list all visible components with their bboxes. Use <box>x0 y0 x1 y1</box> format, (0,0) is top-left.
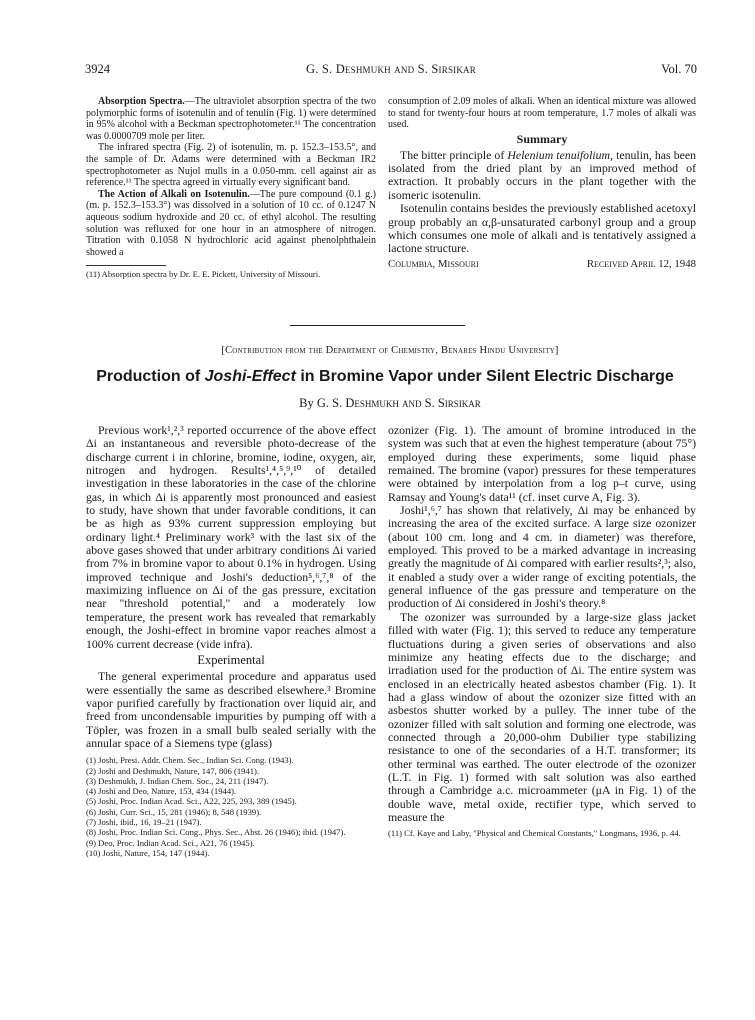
article-left-column <box>86 424 376 858</box>
page-number: 3924 <box>85 62 110 76</box>
title-italic: Joshi-Effect <box>204 368 296 385</box>
title-end: in Bromine Vapor under Silent Electric Discharge <box>295 368 674 385</box>
intro-paragraph: Previous work¹,²,³ reported occurrence of the above effect Δi an instantaneous and reversible photo-decrease of the discharge current i in chlorine, bromine, iodine, oxygen, air, nitrogen and hydrogen. Results¹,⁴,⁵,⁹,¹⁰ of detailed investigation in these laboratories in the case of the chlorine gas, in which Δi is apparently most pronounced and easiest to study, have shown that under favorable conditions, it can be as high as 93% current suppression employing but ordinary light.⁴ Preliminary work³ with the last six of the above gases showed that under arbitrary conditions Δi varied from 7% in bromine vapor to about 0.1% in hydrogen. Using improved technique and Joshi's deduction⁵,⁶,⁷,⁸ of the maximizing influence on Δi of the gas pressure, excitation near "threshold potential," and a moderately low temperature, the present work has revealed that remarkably enough, the Joshi-effect in bromine vapor reaches almost a 100% current decrease (vide infra). <box>86 423 376 651</box>
experimental-heading: Experimental <box>197 652 265 667</box>
footnote-11: (11) Absorption spectra by Dr. E. E. Pickett, University of Missouri. <box>86 269 321 280</box>
footnote-item: (8) Joshi, Proc. Indian Sci. Cong., Phys. Sec., Abst. 26 (1946); ibid. (1947). <box>86 827 346 838</box>
footnote-item: (9) Deo, Proc. Indian Acad. Sci., A21, 76 (1945). <box>86 837 255 848</box>
contribution-line: [Contribution from the Department of Chemistry, Benares Hindu University] <box>221 345 559 356</box>
absorption-text: —The ultraviolet absorption spectra of the two polymorphic forms of isotenulin and of tenulin (Fig. 1) were determined in 95% alcohol with a Beckman spectrophotometer.¹¹ The concentration was 0.0000709 mole per liter. <box>86 96 376 142</box>
right-paragraph-2: Joshi¹,⁶,⁷ has shown that relatively, Δi may be enhanced by increasing the area of the excited surface. A large size ozonizer (about 100 cm. long and 4 cm. in diameter) was therefore, employed. This proved to be a marked advantage in increasing greatly the magnitude of Δi compared with earlier results²,³; also, it enabled a study over a wider range of exciting potentials, the general influence of the gas pressure and temperature on the production of Δi considered in Joshi's theory.⁸ <box>388 503 696 611</box>
footnote-item: (6) Joshi, Curr. Sci., 15, 281 (1946); 8, 548 (1939). <box>86 806 262 817</box>
right-footnote <box>388 828 696 838</box>
summary-paragraph-2: Isotenulin contains besides the previously established acetoxyl group probably an α,β-unsaturated carbonyl group and a group which consumes one mole of alkali and is tentatively assigned a lactone structure. <box>388 201 696 256</box>
prev-article-right-column <box>388 96 696 272</box>
byline <box>80 396 700 411</box>
location: Columbia, Missouri <box>388 257 479 270</box>
signature-line <box>388 258 696 272</box>
footnote-item: (3) Deshmukh, J. Indian Chem. Soc., 24, 211 (1947). <box>86 775 269 786</box>
article-right-column <box>388 424 696 839</box>
prev-article-left-column <box>86 96 376 280</box>
absorption-paragraph <box>86 96 376 142</box>
running-head <box>85 62 697 80</box>
infrared-paragraph: The infrared spectra (Fig. 2) of isotenulin, m. p. 152.3–153.5°, and the sample of Dr. Adams were determined with a Beckman IR2 spectrophotometer as Nujol mulls in a 0.050-mm. cell against air as reference.¹¹ The spectra agreed in virtually every significant band. <box>86 142 376 189</box>
continued-paragraph: consumption of 2.09 moles of alkali. When an identical mixture was allowed to stand for twenty-four hours at room temperature, 1.7 moles of alkali was used. <box>388 96 696 131</box>
byline-names: G. S. Deshmukh and S. Sirsikar <box>316 396 481 410</box>
footnote-item: (2) Joshi and Deshmukh, Nature, 147, 806 (1941). <box>86 765 260 776</box>
footnote-item: (1) Joshi, Presi. Addr. Chem. Sec., Indian Sci. Cong. (1943). <box>86 755 294 766</box>
received-date: Received April 12, 1948 <box>586 257 696 270</box>
article-separator-rule <box>290 325 465 326</box>
alkali-paragraph <box>86 189 376 259</box>
right-paragraph-1: ozonizer (Fig. 1). The amount of bromine introduced in the system was such that at even the highest temperature (about 75°) employed during these experiments, some liquid phase remained. The bromine (vapor) pressures for these temperatures were obtained by interpolation from a log p–t curve, using Ramsay and Young's data¹¹ (cf. inset curve A, Fig. 3). <box>388 423 696 504</box>
footnote-item: (5) Joshi, Proc. Indian Acad. Sci., A22, 225, 293, 389 (1945). <box>86 796 297 807</box>
footnote-item: (10) Joshi, Nature, 154, 147 (1944). <box>86 847 210 858</box>
summary-p1-start: The bitter principle of <box>400 147 508 162</box>
running-head-authors: G. S. Deshmukh and S. Sirsikar <box>306 62 476 76</box>
alkali-text: —The pure compound (0.1 g.) (m. p. 152.3–153.3°) was dissolved in a solution of 10 cc. of 0.1247 N aqueous sodium hydroxide and 20 cc. of ethyl alcohol. The resulting solution was refluxed for one hour in an atmosphere of nitrogen. Titration with 0.1058 N hydrochloric acid against phenolphthalein showed a <box>86 188 376 258</box>
alkali-heading: The Action of Alkali on Isotenulin. <box>98 188 250 200</box>
byline-by: By <box>299 396 317 410</box>
summary-p1-end: , tenulin, has been isolated from the dried plant by an improved method of extraction. It probably occurs in the plant together with the isomeric isotenulin. <box>388 147 696 202</box>
summary-heading: Summary <box>516 131 568 146</box>
prev-footnote <box>86 269 376 279</box>
summary-paragraph-1 <box>388 149 696 202</box>
experimental-paragraph: The general experimental procedure and apparatus used were essentially the same as described elsewhere.³ Bromine vapor purified carefully by fractionation over liquid air, and freed from uncondensable impurities by pumping off with a Töpler, was frozen in a small bulb sealed serially with the annular space of a Siemens type (glass) <box>86 669 376 750</box>
footnote-item: (4) Joshi and Deo, Nature, 153, 434 (1944). <box>86 786 237 797</box>
footnote-rule <box>86 265 166 266</box>
footnote-kaye-laby: (11) Cf. Kaye and Laby, "Physical and Chemical Constants," Longmans, 1936, p. 44. <box>388 828 681 839</box>
absorption-heading: Absorption Spectra. <box>98 96 185 107</box>
footnote-item: (7) Joshi, ibid., 16, 19–21 (1947). <box>86 817 202 828</box>
title-start: Production of <box>96 368 205 385</box>
footnotes-list <box>86 755 376 858</box>
right-paragraph-3: The ozonizer was surrounded by a large-size glass jacket filled with water (Fig. 1); this served to reduce any temperature fluctuations during a given series of observations and also minimize any heating effects due to the discharge; and irradiation used for the production of Δi. The entire system was enclosed in an electrically heated asbestos chamber (Fig. 1). It had a glass window of about the ozonizer size fitted with an asbestos shutter worked by a pulley. The inner tube of the ozonizer filled with salt solution and forming one electrode, was connected through a 20,000-ohm Dubilier type stabilizing resistance to one of the secondaries of a H.T. transformer; its other terminal was earthed. The outer electrode of the ozonizer (L.T. in Fig. 1) formed with salt solution was also earthed through a Cambridge a.c. microammeter (μA in Fig. 1) of the double wave, metal oxide, rectifier type, which served to measure the <box>388 609 696 824</box>
volume-number: Vol. 70 <box>661 62 697 76</box>
species-name: Helenium tenuifolium <box>507 147 611 162</box>
article-title <box>60 368 710 386</box>
